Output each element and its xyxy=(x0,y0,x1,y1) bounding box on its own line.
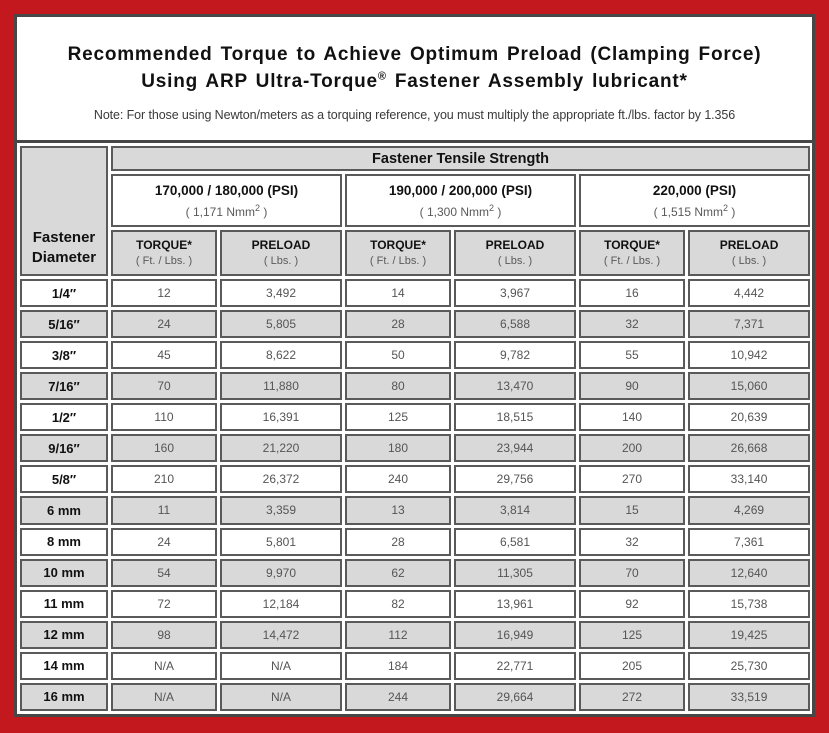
torque-value-cell: N/A xyxy=(111,652,217,680)
corner-header-line1: Fastener xyxy=(32,228,96,246)
fastener-diameter-cell: 5/16″ xyxy=(20,310,108,338)
preload-value-cell: 12,184 xyxy=(220,590,342,618)
preload-value-cell: 6,581 xyxy=(454,528,576,556)
preload-value-cell: 16,391 xyxy=(220,403,342,431)
table-row xyxy=(20,465,810,493)
torque-value-cell: 15 xyxy=(579,496,685,524)
torque-value-cell: 82 xyxy=(345,590,451,618)
preload-value-cell: 15,738 xyxy=(688,590,810,618)
torque-value-cell: 270 xyxy=(579,465,685,493)
torque-value-cell: 240 xyxy=(345,465,451,493)
preload-column-header-3: PRELOAD ( Lbs. ) xyxy=(688,230,810,276)
preload-value-cell: 3,492 xyxy=(220,279,342,307)
torque-value-cell: 50 xyxy=(345,341,451,369)
preload-value-cell: 10,942 xyxy=(688,341,810,369)
header-row-psi xyxy=(20,174,810,227)
preload-value-cell: 19,425 xyxy=(688,621,810,649)
torque-value-cell: 70 xyxy=(579,559,685,587)
preload-value-cell: 11,305 xyxy=(454,559,576,587)
page-title-line1: Recommended Torque to Achieve Optimum Preload (Clamping Force) xyxy=(67,44,762,65)
torque-value-cell: 16 xyxy=(579,279,685,307)
fastener-diameter-cell: 8 mm xyxy=(20,528,108,556)
torque-value-cell: 72 xyxy=(111,590,217,618)
preload-value-cell: 26,372 xyxy=(220,465,342,493)
torque-value-cell: 62 xyxy=(345,559,451,587)
torque-column-header-2: TORQUE* ( Ft. / Lbs. ) xyxy=(345,230,451,276)
fastener-diameter-cell: 3/8″ xyxy=(20,341,108,369)
preload-value-cell: 3,814 xyxy=(454,496,576,524)
torque-value-cell: 184 xyxy=(345,652,451,680)
fastener-diameter-cell: 10 mm xyxy=(20,559,108,587)
torque-value-cell: 45 xyxy=(111,341,217,369)
header-row-units xyxy=(20,230,810,276)
torque-value-cell: 14 xyxy=(345,279,451,307)
torque-value-cell: 32 xyxy=(579,528,685,556)
torque-value-cell: 90 xyxy=(579,372,685,400)
preload-value-cell: 26,668 xyxy=(688,434,810,462)
table-body xyxy=(20,279,810,711)
torque-value-cell: 112 xyxy=(345,621,451,649)
table-row xyxy=(20,683,810,711)
preload-value-cell: 3,967 xyxy=(454,279,576,307)
table-row xyxy=(20,528,810,556)
torque-value-cell: 24 xyxy=(111,528,217,556)
preload-value-cell: 21,220 xyxy=(220,434,342,462)
table-row xyxy=(20,403,810,431)
preload-value-cell: 18,515 xyxy=(454,403,576,431)
torque-value-cell: 55 xyxy=(579,341,685,369)
nmm-label: ( 1,515 Nmm$^2$ ) xyxy=(653,202,736,219)
preload-value-cell: 16,949 xyxy=(454,621,576,649)
preload-value-cell: N/A xyxy=(220,683,342,711)
content-frame xyxy=(14,14,815,717)
table-row xyxy=(20,590,810,618)
preload-value-cell: 29,664 xyxy=(454,683,576,711)
fastener-diameter-cell: 6 mm xyxy=(20,496,108,524)
page-title-line2 xyxy=(17,68,812,95)
preload-value-cell: 8,622 xyxy=(220,341,342,369)
fastener-diameter-cell: 12 mm xyxy=(20,621,108,649)
corner-header-fastener-diameter xyxy=(20,146,108,276)
torque-value-cell: 28 xyxy=(345,528,451,556)
table-row xyxy=(20,621,810,649)
fastener-diameter-cell: 1/4″ xyxy=(20,279,108,307)
fastener-diameter-cell: 7/16″ xyxy=(20,372,108,400)
preload-value-cell: 20,639 xyxy=(688,403,810,431)
fastener-diameter-cell: 16 mm xyxy=(20,683,108,711)
preload-value-cell: 11,880 xyxy=(220,372,342,400)
fastener-diameter-cell: 14 mm xyxy=(20,652,108,680)
fastener-diameter-cell: 5/8″ xyxy=(20,465,108,493)
torque-value-cell: 272 xyxy=(579,683,685,711)
table-row xyxy=(20,496,810,524)
preload-value-cell: 23,944 xyxy=(454,434,576,462)
preload-value-cell: 7,361 xyxy=(688,528,810,556)
torque-value-cell: 80 xyxy=(345,372,451,400)
table-row xyxy=(20,310,810,338)
preload-value-cell: 9,970 xyxy=(220,559,342,587)
preload-value-cell: 25,730 xyxy=(688,652,810,680)
preload-value-cell: 33,519 xyxy=(688,683,810,711)
preload-value-cell: 15,060 xyxy=(688,372,810,400)
torque-value-cell: N/A xyxy=(111,683,217,711)
preload-value-cell: 14,472 xyxy=(220,621,342,649)
title-section xyxy=(17,17,812,143)
preload-value-cell: 5,801 xyxy=(220,528,342,556)
torque-value-cell: 160 xyxy=(111,434,217,462)
torque-value-cell: 110 xyxy=(111,403,217,431)
preload-value-cell: 22,771 xyxy=(454,652,576,680)
fastener-diameter-cell: 11 mm xyxy=(20,590,108,618)
preload-column-header-1: PRELOAD ( Lbs. ) xyxy=(220,230,342,276)
psi-label: 170,000 / 180,000 (PSI) xyxy=(154,183,299,199)
title-line2-prefix: Using ARP Ultra-Torque xyxy=(141,71,378,92)
registered-trademark-symbol: ® xyxy=(377,70,387,83)
torque-table xyxy=(17,143,813,714)
psi-label: 220,000 (PSI) xyxy=(652,183,737,199)
preload-value-cell: 5,805 xyxy=(220,310,342,338)
corner-header-line2: Diameter xyxy=(31,248,97,266)
table-row xyxy=(20,372,810,400)
fastener-diameter-cell: 1/2″ xyxy=(20,403,108,431)
table-row xyxy=(20,652,810,680)
psi-header-170-180 xyxy=(111,174,342,227)
preload-value-cell: 7,371 xyxy=(688,310,810,338)
torque-value-cell: 28 xyxy=(345,310,451,338)
torque-column-header-1: TORQUE* ( Ft. / Lbs. ) xyxy=(111,230,217,276)
header-row-group xyxy=(20,146,810,171)
torque-value-cell: 140 xyxy=(579,403,685,431)
torque-value-cell: 210 xyxy=(111,465,217,493)
table-row xyxy=(20,559,810,587)
preload-value-cell: 29,756 xyxy=(454,465,576,493)
fastener-diameter-cell: 9/16″ xyxy=(20,434,108,462)
torque-value-cell: 125 xyxy=(579,621,685,649)
psi-label: 190,000 / 200,000 (PSI) xyxy=(388,183,533,199)
torque-value-cell: 11 xyxy=(111,496,217,524)
torque-value-cell: 32 xyxy=(579,310,685,338)
preload-value-cell: 13,470 xyxy=(454,372,576,400)
nmm-label: ( 1,300 Nmm$^2$ ) xyxy=(419,202,502,219)
psi-header-220 xyxy=(579,174,810,227)
preload-column-header-2: PRELOAD ( Lbs. ) xyxy=(454,230,576,276)
torque-value-cell: 180 xyxy=(345,434,451,462)
torque-value-cell: 92 xyxy=(579,590,685,618)
preload-value-cell: 3,359 xyxy=(220,496,342,524)
torque-value-cell: 13 xyxy=(345,496,451,524)
title-line2-suffix: Fastener Assembly lubricant* xyxy=(386,71,688,92)
torque-column-header-3: TORQUE* ( Ft. / Lbs. ) xyxy=(579,230,685,276)
table-row xyxy=(20,279,810,307)
torque-table-container xyxy=(17,143,812,714)
preload-value-cell: 4,442 xyxy=(688,279,810,307)
preload-value-cell: 4,269 xyxy=(688,496,810,524)
torque-value-cell: 205 xyxy=(579,652,685,680)
preload-value-cell: 12,640 xyxy=(688,559,810,587)
preload-value-cell: N/A xyxy=(220,652,342,680)
torque-value-cell: 125 xyxy=(345,403,451,431)
preload-value-cell: 13,961 xyxy=(454,590,576,618)
preload-value-cell: 33,140 xyxy=(688,465,810,493)
torque-value-cell: 54 xyxy=(111,559,217,587)
preload-value-cell: 6,588 xyxy=(454,310,576,338)
nmm-label: ( 1,171 Nmm$^2$ ) xyxy=(185,202,268,219)
table-row xyxy=(20,341,810,369)
torque-value-cell: 98 xyxy=(111,621,217,649)
torque-value-cell: 244 xyxy=(345,683,451,711)
group-header-tensile-strength: Fastener Tensile Strength xyxy=(111,146,810,171)
torque-value-cell: 70 xyxy=(111,372,217,400)
conversion-note: Note: For those using Newton/meters as a torquing reference, you must multiply the appropriate ft./lbs. factor by 1.356 xyxy=(93,108,736,122)
torque-value-cell: 12 xyxy=(111,279,217,307)
torque-value-cell: 200 xyxy=(579,434,685,462)
table-row xyxy=(20,434,810,462)
psi-header-190-200 xyxy=(345,174,576,227)
torque-value-cell: 24 xyxy=(111,310,217,338)
preload-value-cell: 9,782 xyxy=(454,341,576,369)
